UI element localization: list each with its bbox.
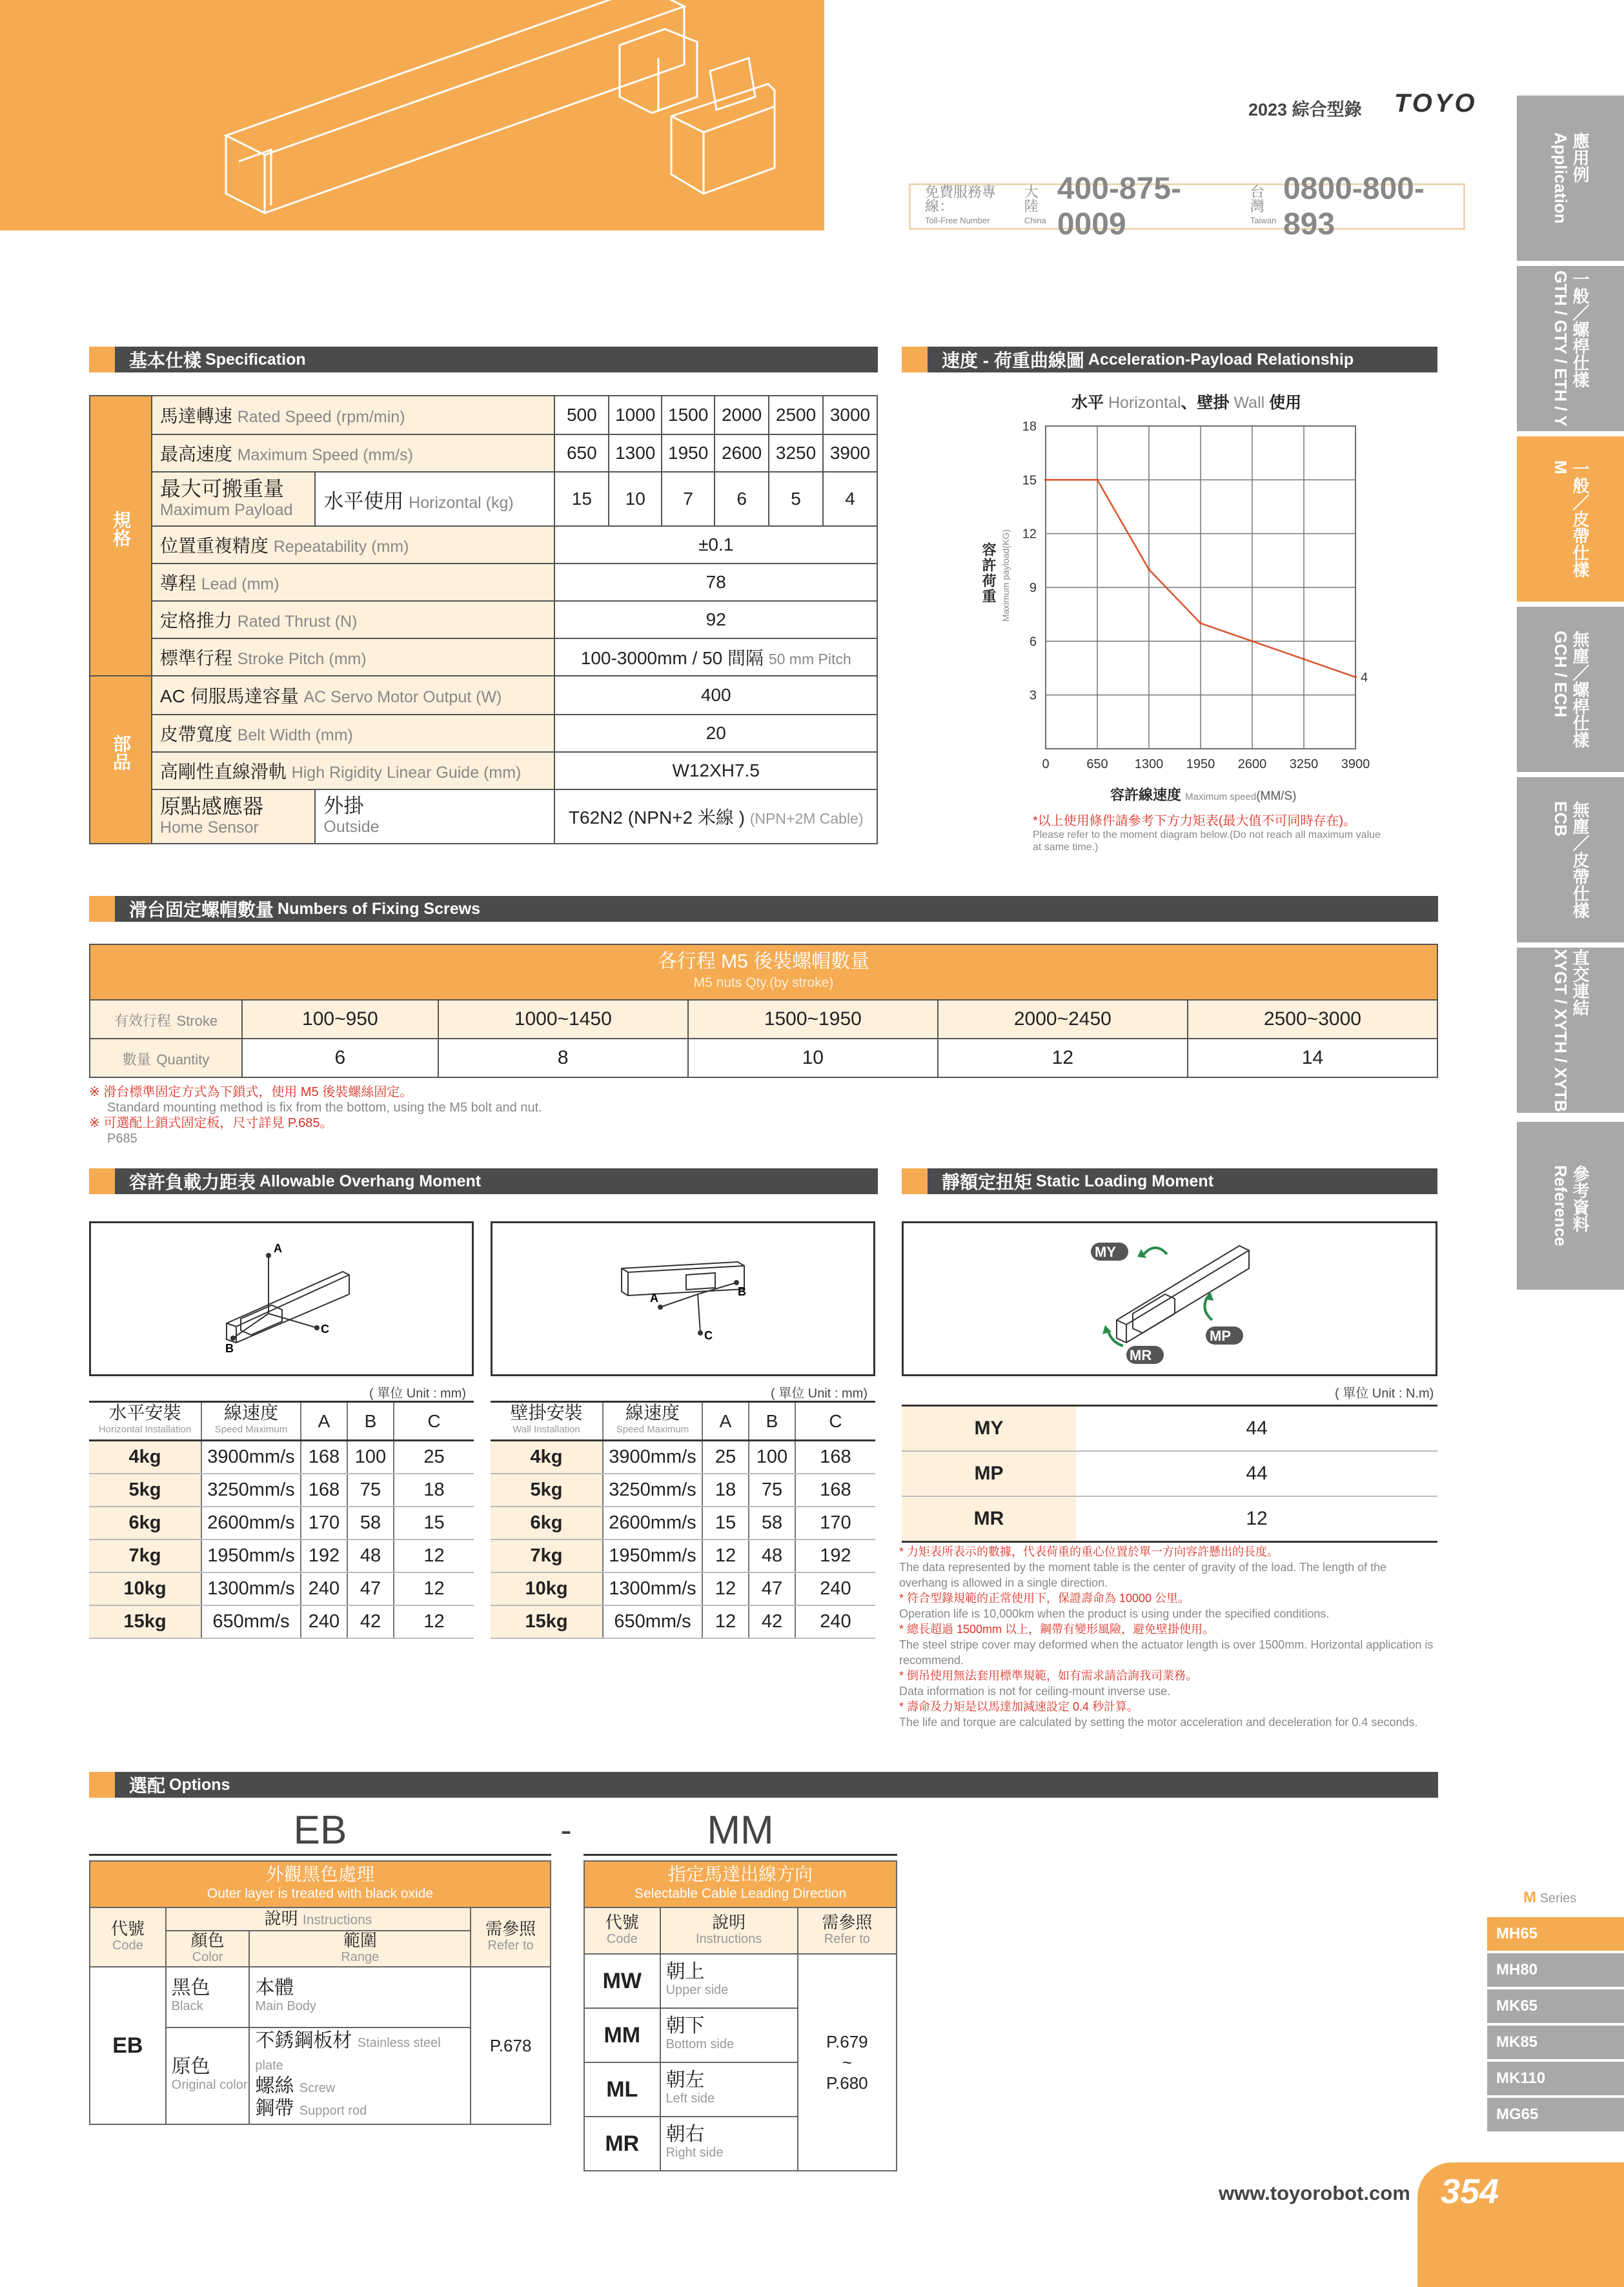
table-row: 15kg 650mm/s 240 42 12: [89, 1605, 474, 1638]
curve-point: [1303, 658, 1305, 660]
parts-group-label: 部品: [90, 676, 152, 844]
table-row: 10kg 1300mm/s 12 47 240: [491, 1572, 875, 1605]
tab-label-en: GCH / ECH: [1551, 631, 1570, 718]
table-row: 6kg 2600mm/s 15 58 170: [491, 1507, 875, 1540]
tab-label-en: Reference: [1551, 1165, 1570, 1246]
table-row: 7kg 1950mm/s 192 48 12: [89, 1540, 474, 1572]
table-row: 5kg 3250mm/s 168 75 18: [89, 1474, 474, 1507]
side-tab-clean-screw[interactable]: [1517, 607, 1624, 772]
toyo-logo: TOYO: [1394, 89, 1477, 117]
static-notes: [899, 1544, 1435, 1730]
table-row: MY 44: [902, 1406, 1437, 1452]
x-tick-label: 0: [1042, 757, 1050, 771]
overhang-title-en: Allowable Overhang Moment: [259, 1172, 482, 1190]
col-head: 需參照 Refer to: [798, 1907, 897, 1954]
series-item-mh65[interactable]: MH65: [1487, 1917, 1624, 1951]
tab-label-en: XYGT / XYTH / XYTB: [1551, 948, 1570, 1112]
china-number: 400-875-0009: [1057, 172, 1181, 241]
footer-url[interactable]: www.toyorobot.com: [1219, 2182, 1410, 2204]
overhang-unit: ( 單位 Unit : mm): [369, 1387, 466, 1401]
static-note: * 壽命及力矩是以馬達加減速設定 0.4 秒計算。: [899, 1700, 1139, 1713]
overhang-unit: ( 單位 Unit : mm): [771, 1387, 868, 1401]
quantity-value: 8: [438, 1039, 688, 1077]
table-row: MP 44: [902, 1451, 1437, 1496]
static-note: * 符合型錄規範的正常使用下，保證壽命為 10000 公里。: [899, 1592, 1190, 1605]
eb-code: EB: [90, 1967, 166, 2124]
side-tab-screw[interactable]: [1517, 266, 1624, 431]
static-note-en: The data represented by the moment table is the center of gravity of the load. The length of the overhang is allowed in a single direction.: [899, 1561, 1387, 1589]
spec-title: 基本仕樣: [129, 351, 202, 371]
mm-desc: 朝上 Upper side: [660, 1954, 798, 2008]
chart-ylabel: 容許荷重: [980, 542, 997, 604]
curve-point: [1251, 640, 1254, 642]
wall-moment-table: [491, 1401, 875, 1639]
quantity-value: 10: [688, 1039, 938, 1077]
chart-note-zh: *以上使用條件請參考下方力矩表(最大值不可同時存在)。: [1033, 814, 1357, 828]
stroke-value: 1000~1450: [438, 1000, 688, 1039]
overhang-section-bar: [89, 1168, 878, 1194]
tab-label: 一般／皮帶仕樣: [1570, 460, 1590, 578]
spec-value: 78: [554, 564, 877, 601]
spec-sublabel: 水平使用 Horizontal (kg): [315, 472, 554, 526]
stroke-value: 2000~2450: [938, 1000, 1188, 1039]
col-head: 說明 Instructions: [660, 1907, 798, 1954]
tab-label-en: Application: [1551, 132, 1570, 224]
chart-note: [1033, 813, 1381, 853]
option-code-eb: EB: [89, 1807, 551, 1856]
spec-value: 1950: [662, 434, 715, 472]
spec-value: 1000: [609, 396, 662, 434]
spec-label: 皮帶寬度 Belt Width (mm): [152, 715, 555, 752]
mr-badge: MR: [1130, 1347, 1152, 1363]
table-row: 7kg 1950mm/s 12 48 192: [491, 1540, 875, 1572]
col-head: 代號 Code: [90, 1907, 166, 1967]
fixing-table-head: 各行程 M5 後裝螺帽數量 M5 nuts Qty.(by stroke): [90, 944, 1437, 1000]
spec-value: 20: [554, 715, 877, 752]
spec-label: 原點感應器 Home Sensor: [152, 789, 315, 844]
spec-label: 最大可搬重量 Maximum Payload: [152, 472, 315, 526]
options-title: 選配: [129, 1776, 166, 1796]
static-moment-table: [902, 1405, 1437, 1543]
col-head: A: [702, 1402, 749, 1441]
end-value-label: 4: [1361, 670, 1368, 685]
fixing-table: [89, 944, 1438, 1078]
col-head: 線速度 Speed Maximum: [603, 1402, 702, 1441]
static-note-en: The steel stripe cover may deformed when the actuator length is over 1500mm. Horizontal application is recommend.: [899, 1638, 1434, 1667]
spec-group-label: 規格: [90, 396, 152, 676]
x-tick-label: 3250: [1289, 757, 1319, 771]
col-head: 水平安裝 Horizontal Installation: [89, 1402, 201, 1441]
options-title-en: Options: [169, 1775, 230, 1794]
spec-value: 2600: [715, 434, 769, 472]
side-tab-clean-belt[interactable]: [1517, 777, 1624, 942]
spec-value: 400: [554, 676, 877, 715]
col-head: B: [347, 1402, 394, 1441]
col-head: 代號 Code: [584, 1907, 660, 1954]
fixing-section-bar: [89, 896, 1438, 922]
spec-value: W12XH7.5: [554, 752, 877, 789]
col-head: B: [749, 1402, 795, 1441]
quantity-value: 14: [1188, 1039, 1437, 1077]
static-note-en: Operation life is 10,000km when the product is using under the specified conditions.: [899, 1607, 1330, 1620]
horizontal-moment-table: [89, 1401, 474, 1639]
table-row: MR 12: [902, 1496, 1437, 1542]
table-row: 15kg 650mm/s 12 42 240: [491, 1605, 875, 1638]
page-number: 354: [1441, 2172, 1499, 2211]
x-tick-label: 3900: [1341, 757, 1370, 771]
table-row: 4kg 3900mm/s 25 100 168: [491, 1441, 875, 1474]
accel-title-en: Acceleration-Payload Relationship: [1088, 350, 1354, 369]
spec-value: 2500: [769, 396, 823, 434]
overhang-title: 容許負載力距表: [129, 1172, 256, 1192]
china-label: 大陸: [1024, 184, 1039, 214]
static-note: * 總長超過 1500mm 以上，鋼帶有變形風險，避免壁掛使用。: [899, 1623, 1215, 1636]
col-head: 需參照 Refer to: [471, 1907, 551, 1967]
mp-badge: MP: [1210, 1328, 1231, 1344]
spec-value: 6: [715, 472, 769, 526]
series-item-mk85[interactable]: MK85: [1487, 2026, 1624, 2059]
quantity-label: 數量 Quantity: [90, 1039, 242, 1077]
spec-label: 標準行程 Stroke Pitch (mm): [152, 638, 555, 676]
spec-value: 5: [769, 472, 823, 526]
y-tick-label: 9: [1029, 581, 1037, 595]
tab-label: 無塵／螺桿仕樣: [1570, 631, 1590, 748]
x-tick-label: 1950: [1186, 757, 1215, 771]
options-section-bar: [89, 1772, 1438, 1798]
series-item-mg65[interactable]: MG65: [1487, 2098, 1624, 2131]
spec-label: AC 伺服馬達容量 AC Servo Motor Output (W): [152, 676, 555, 715]
actuator-illustration: [0, 0, 824, 230]
spec-label: 位置重複精度 Repeatability (mm): [152, 526, 555, 564]
spec-title-en: Specification: [205, 350, 306, 369]
quantity-value: 12: [938, 1039, 1188, 1077]
mm-desc: 朝右 Right side: [660, 2117, 798, 2171]
col-head: A: [301, 1402, 347, 1441]
tab-label-en: GTH / GTY / ETH / Y: [1551, 270, 1570, 427]
taiwan-number: 0800-800-893: [1283, 172, 1425, 241]
label-a: A: [650, 1292, 658, 1305]
static-note-en: The life and torque are calculated by setting the motor acceleration and deceleration for 0.4 seconds.: [899, 1716, 1418, 1729]
curve-point: [1044, 478, 1047, 481]
option-dash: -: [560, 1812, 572, 1849]
eb-head: 外觀黑色處理 Outer layer is treated with black oxide: [90, 1861, 551, 1907]
tab-label: 無塵／皮帶仕樣: [1570, 801, 1590, 919]
mm-ref: P.679 ~ P.680: [798, 1954, 897, 2171]
mm-head: 指定馬達出線方向 Selectable Cable Leading Direction: [584, 1861, 897, 1907]
stroke-value: 2500~3000: [1188, 1000, 1437, 1039]
x-tick-label: 650: [1086, 757, 1108, 771]
tab-label-en: ECB: [1551, 801, 1570, 837]
spec-value: 1300: [609, 434, 662, 472]
accel-section-bar: [902, 347, 1437, 372]
spec-value: 3250: [769, 434, 823, 472]
stroke-label: 有效行程 Stroke: [90, 1000, 242, 1039]
mm-desc: 朝下 Bottom side: [660, 2008, 798, 2062]
col-head: C: [394, 1402, 474, 1441]
tab-label: 直交連結: [1570, 948, 1590, 1016]
spec-value: 3000: [823, 396, 877, 434]
table-row: 6kg 2600mm/s 170 58 15: [89, 1507, 474, 1540]
quantity-value: 6: [242, 1039, 438, 1077]
mm-code: MM: [584, 2008, 660, 2062]
x-tick-label: 2600: [1237, 757, 1267, 771]
label-c: C: [321, 1323, 329, 1336]
mm-option-table: [584, 1860, 897, 2171]
tab-label: 參考資料: [1570, 1165, 1590, 1233]
stroke-value: 1500~1950: [688, 1000, 938, 1039]
label-b: B: [738, 1285, 746, 1298]
fixing-note-en: P685: [107, 1132, 137, 1146]
side-tab-application[interactable]: [1517, 96, 1624, 261]
spec-value: 650: [554, 434, 609, 472]
spec-value: 1500: [662, 396, 715, 434]
china-label-en: China: [1024, 216, 1046, 225]
label-b: B: [225, 1342, 234, 1355]
static-title-en: Static Loading Moment: [1036, 1172, 1214, 1190]
acceleration-payload-chart: [1007, 413, 1407, 775]
spec-value: T62N2 (NPN+2 米線 ) (NPN+2M Cable): [554, 789, 877, 844]
spec-value: 4: [823, 472, 877, 526]
taiwan-label-en: Taiwan: [1250, 216, 1277, 225]
mm-code: MW: [584, 1954, 660, 2008]
fixing-note: ※ 可選配上鎖式固定板，尺寸詳見 P.685。: [89, 1116, 333, 1130]
tollfree-box: [909, 172, 1465, 241]
spec-section-bar: [89, 347, 878, 372]
static-section-bar: [902, 1168, 1437, 1194]
mm-desc: 朝左 Left side: [660, 2062, 798, 2117]
spec-value: 92: [554, 601, 877, 638]
chart-title: 水平 Horizontal、壁掛 Wall 使用: [1071, 394, 1302, 412]
spec-value: 7: [662, 472, 715, 526]
static-note-en: Data information is not for ceiling-mount inverse use.: [899, 1685, 1171, 1698]
tab-label: 一般／螺桿仕樣: [1570, 270, 1590, 389]
col-head: 顏色 Color: [166, 1931, 250, 1967]
label-a: A: [274, 1242, 282, 1255]
series-item-mk65[interactable]: MK65: [1487, 1989, 1624, 2023]
static-note: * 倒吊使用無法套用標準規範，如有需求請洽詢我司業務。: [899, 1669, 1198, 1682]
static-moment-diagram: [902, 1221, 1437, 1376]
spec-label: 導程 Lead (mm): [152, 564, 555, 601]
col-head: 範圍 Range: [249, 1931, 471, 1967]
chart-xlabel: 容許線速度 Maximum speed(MM/S): [1110, 787, 1297, 803]
series-item-mh80[interactable]: MH80: [1487, 1953, 1624, 1987]
curve-point: [1199, 622, 1202, 625]
color-black: 黑色 Black: [166, 1967, 250, 2028]
tollfree-label-en: Toll-Free Number: [925, 216, 990, 225]
color-original: 原色 Original color: [166, 2028, 250, 2124]
spec-value: 10: [609, 472, 662, 526]
curve-point: [1096, 478, 1099, 481]
spec-table: [89, 395, 878, 844]
col-head: 線速度 Speed Maximum: [201, 1402, 301, 1441]
spec-value: 2000: [715, 396, 769, 434]
spec-value: ±0.1: [554, 526, 877, 564]
fixing-note: ※ 滑台標準固定方式為下鎖式，使用 M5 後裝螺絲固定。: [89, 1085, 413, 1099]
eb-option-table: [89, 1860, 551, 2125]
tab-label-en: M: [1551, 460, 1570, 474]
table-row: 4kg 3900mm/s 168 100 25: [89, 1441, 474, 1474]
spec-value: 100-3000mm / 50 間隔 50 mm Pitch: [554, 638, 877, 676]
horizontal-diagram: [89, 1221, 474, 1376]
fixing-title: 滑台固定螺帽數量: [129, 900, 274, 920]
accel-title: 速度 - 荷重曲線圖: [942, 351, 1084, 371]
y-tick-label: 6: [1029, 635, 1037, 649]
eb-ref: P.678: [471, 1967, 551, 2124]
tollfree-label: 免費服務專線：: [925, 184, 997, 214]
col-head: 壁掛安裝 Wall Installation: [491, 1402, 603, 1441]
chart-ylabel-en: Maximum payload(KG): [1000, 529, 1011, 622]
page-number-tab: [1417, 2162, 1624, 2287]
range-list: 不銹鋼板材 Stainless steel plate 螺絲 Screw 鋼帶 Support rod: [249, 2028, 471, 2124]
spec-label: 高剛性直線滑軌 High Rigidity Linear Guide (mm): [152, 752, 555, 789]
fixing-notes: [89, 1084, 542, 1146]
table-row: 10kg 1300mm/s 240 47 12: [89, 1572, 474, 1605]
spec-value: 3900: [823, 434, 877, 472]
my-badge: MY: [1095, 1244, 1116, 1260]
product-hero-image: [0, 0, 824, 230]
chart-note-en: Please refer to the moment diagram below.(Do not reach all maximum value at same time.): [1033, 829, 1381, 853]
static-title: 靜額定扭矩: [942, 1172, 1033, 1192]
col-head: 說明 Instructions: [166, 1907, 471, 1931]
label-c: C: [704, 1329, 713, 1342]
range-body: 本體 Main Body: [249, 1967, 471, 2028]
side-tab-reference[interactable]: [1517, 1122, 1624, 1290]
tab-label: 應用例: [1570, 132, 1590, 183]
series-label: M Series: [1523, 1889, 1577, 1906]
spec-value: 15: [554, 472, 609, 526]
curve-point: [1354, 676, 1357, 678]
curve-point: [1148, 568, 1150, 571]
catalog-year: 2023 綜合型錄: [1248, 100, 1362, 119]
wall-diagram: [491, 1221, 875, 1376]
col-head: C: [795, 1402, 875, 1441]
y-tick-label: 18: [1022, 420, 1037, 434]
series-item-mk110[interactable]: MK110: [1487, 2062, 1624, 2095]
side-tab-belt[interactable]: [1517, 436, 1624, 602]
static-unit: ( 單位 Unit : N.m): [1335, 1387, 1434, 1401]
static-note: * 力矩表所表示的數據，代表荷重的重心位置於單一方向容許懸出的長度。: [899, 1545, 1279, 1558]
table-row: 5kg 3250mm/s 18 75 168: [491, 1474, 875, 1507]
option-code-mm: MM: [584, 1807, 897, 1856]
spec-label: 馬達轉速 Rated Speed (rpm/min): [152, 396, 555, 434]
spec-sublabel: 外掛 Outside: [315, 789, 554, 844]
side-tab-xy[interactable]: [1517, 948, 1624, 1113]
x-tick-label: 1300: [1134, 757, 1164, 771]
spec-label: 定格推力 Rated Thrust (N): [152, 601, 555, 638]
fixing-note-en: Standard mounting method is fix from the bottom, using the M5 bolt and nut.: [107, 1101, 542, 1115]
fixing-title-en: Numbers of Fixing Screws: [278, 899, 480, 918]
taiwan-label: 台灣: [1250, 184, 1264, 214]
spec-label: 最高速度 Maximum Speed (mm/s): [152, 434, 555, 472]
y-tick-label: 3: [1029, 688, 1037, 703]
mm-code: MR: [584, 2117, 660, 2171]
mm-code: ML: [584, 2062, 660, 2117]
y-tick-label: 12: [1022, 527, 1037, 542]
stroke-value: 100~950: [242, 1000, 438, 1039]
y-tick-label: 15: [1022, 473, 1037, 488]
spec-value: 500: [554, 396, 609, 434]
